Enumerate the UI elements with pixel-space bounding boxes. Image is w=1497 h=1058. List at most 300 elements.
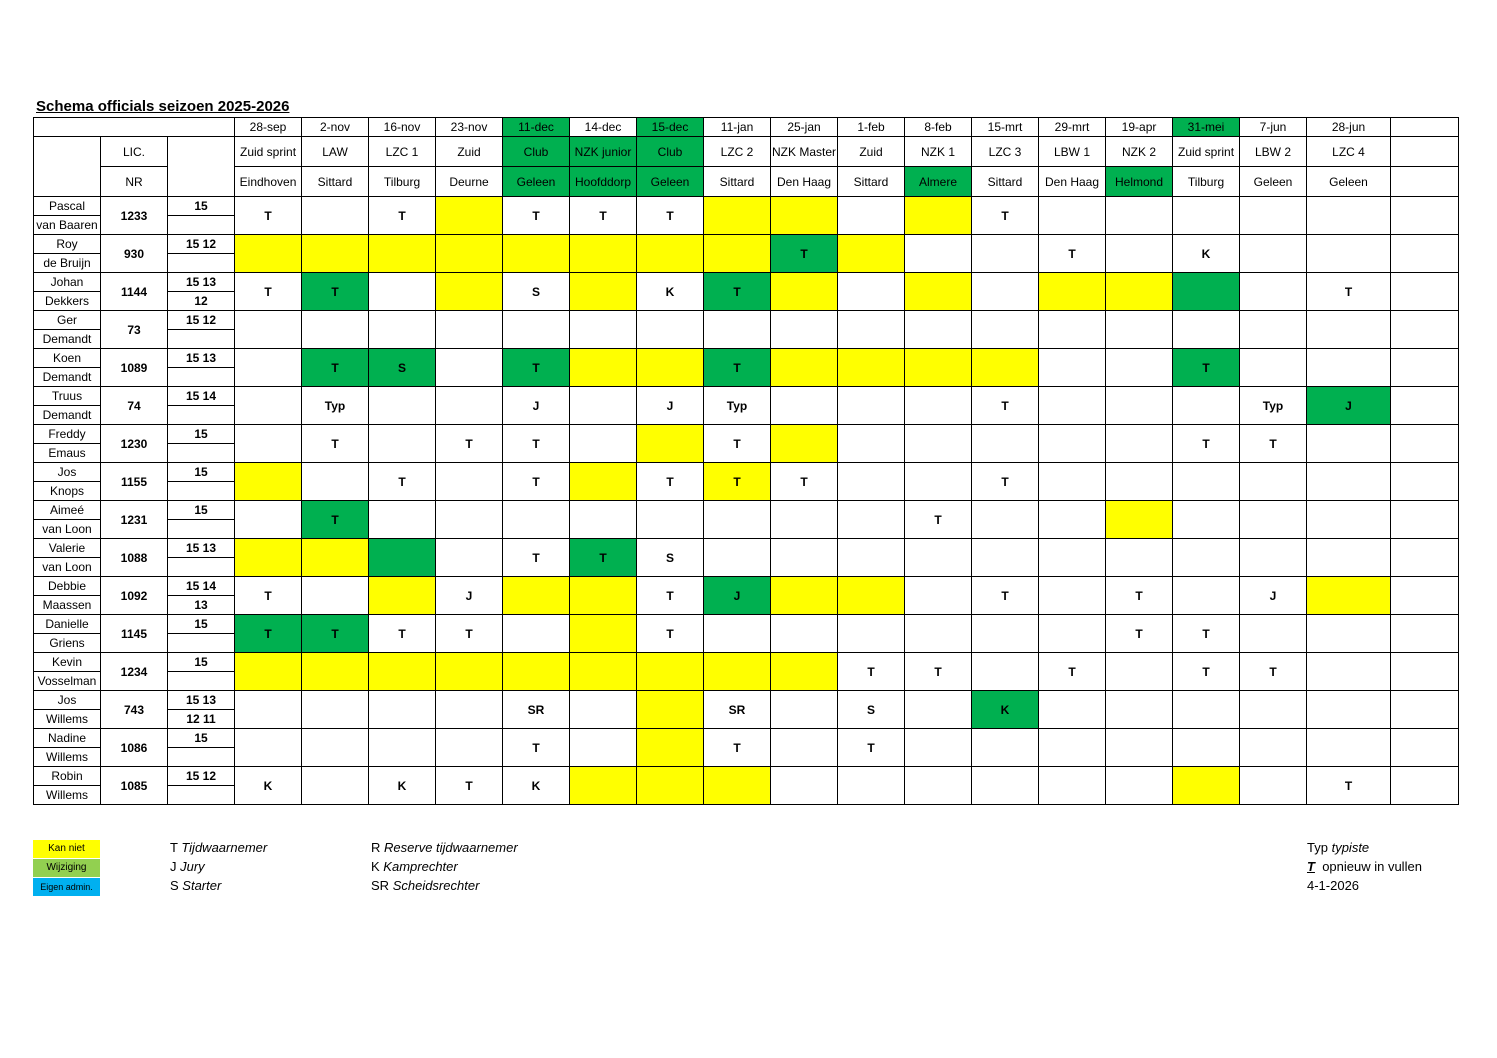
assignment-cell[interactable] <box>637 767 704 805</box>
assignment-cell[interactable] <box>235 349 302 387</box>
assignment-cell[interactable] <box>1173 539 1240 577</box>
assignment-cell[interactable]: T <box>503 197 570 235</box>
assignment-cell[interactable]: T <box>972 197 1039 235</box>
assignment-cell[interactable] <box>302 197 369 235</box>
assignment-cell[interactable]: J <box>436 577 503 615</box>
assignment-cell[interactable]: T <box>905 653 972 691</box>
assignment-cell[interactable] <box>503 311 570 349</box>
assignment-cell[interactable] <box>771 197 838 235</box>
assignment-cell[interactable]: K <box>235 767 302 805</box>
assignment-cell[interactable] <box>905 539 972 577</box>
assignment-cell[interactable] <box>972 235 1039 273</box>
assignment-cell[interactable] <box>369 539 436 577</box>
assignment-cell[interactable] <box>302 235 369 273</box>
assignment-cell[interactable] <box>1240 691 1307 729</box>
assignment-cell[interactable]: J <box>637 387 704 425</box>
official-first-name: Jos <box>34 463 101 482</box>
assignment-cell[interactable] <box>302 463 369 501</box>
assignment-cell[interactable] <box>905 615 972 653</box>
assignment-cell[interactable] <box>771 273 838 311</box>
assignment-cell[interactable] <box>235 235 302 273</box>
assignment-cell[interactable] <box>838 387 905 425</box>
assignment-cell[interactable]: T <box>436 615 503 653</box>
assignment-cell[interactable] <box>771 387 838 425</box>
assignment-cell[interactable] <box>369 577 436 615</box>
assignment-cell[interactable] <box>1307 615 1391 653</box>
assignment-cell[interactable] <box>1039 273 1106 311</box>
assignment-cell[interactable] <box>1391 729 1459 767</box>
assignment-cell[interactable]: T <box>972 463 1039 501</box>
assignment-cell[interactable] <box>570 425 637 463</box>
assignment-cell[interactable] <box>905 767 972 805</box>
assignment-cell[interactable] <box>302 577 369 615</box>
assignment-cell[interactable]: T <box>905 501 972 539</box>
assignment-cell[interactable] <box>1240 273 1307 311</box>
assignment-cell[interactable]: J <box>1307 387 1391 425</box>
assignment-cell[interactable] <box>570 653 637 691</box>
assignment-cell[interactable] <box>1240 311 1307 349</box>
assignment-cell[interactable] <box>1391 197 1459 235</box>
assignment-cell[interactable] <box>704 311 771 349</box>
assignment-cell[interactable] <box>905 463 972 501</box>
assignment-cell[interactable] <box>235 387 302 425</box>
assignment-cell[interactable] <box>704 501 771 539</box>
assignment-cell[interactable] <box>905 197 972 235</box>
assignment-cell[interactable] <box>1307 349 1391 387</box>
assignment-cell[interactable]: T <box>1173 349 1240 387</box>
assignment-cell[interactable] <box>1307 577 1391 615</box>
assignment-cell[interactable]: T <box>302 501 369 539</box>
assignment-cell[interactable] <box>369 691 436 729</box>
assignment-cell[interactable] <box>838 767 905 805</box>
assignment-cell[interactable] <box>1240 349 1307 387</box>
assignment-cell[interactable] <box>1307 311 1391 349</box>
assignment-cell[interactable] <box>503 615 570 653</box>
assignment-cell[interactable]: T <box>704 349 771 387</box>
assignment-cell[interactable]: T <box>503 539 570 577</box>
assignment-cell[interactable] <box>1173 691 1240 729</box>
assignment-cell[interactable]: T <box>436 425 503 463</box>
assignment-cell[interactable] <box>905 349 972 387</box>
official-programme: 15 <box>168 653 235 672</box>
assignment-cell[interactable] <box>570 615 637 653</box>
assignment-cell[interactable]: T <box>570 539 637 577</box>
assignment-cell[interactable] <box>1391 425 1459 463</box>
assignment-cell[interactable]: T <box>1240 425 1307 463</box>
assignment-cell[interactable]: T <box>1173 425 1240 463</box>
official-license: 1092 <box>101 577 168 615</box>
assignment-cell[interactable] <box>637 425 704 463</box>
assignment-cell[interactable]: T <box>704 425 771 463</box>
assignment-cell[interactable] <box>1307 425 1391 463</box>
assignment-cell[interactable] <box>1039 349 1106 387</box>
assignment-cell[interactable]: T <box>503 425 570 463</box>
assignment-cell[interactable]: T <box>302 273 369 311</box>
assignment-cell[interactable]: T <box>503 463 570 501</box>
assignment-cell[interactable] <box>1173 273 1240 311</box>
assignment-cell[interactable] <box>972 311 1039 349</box>
assignment-cell[interactable]: T <box>972 577 1039 615</box>
assignment-cell[interactable] <box>704 767 771 805</box>
assignment-cell[interactable] <box>838 463 905 501</box>
assignment-cell[interactable]: T <box>503 349 570 387</box>
assignment-cell[interactable]: K <box>369 767 436 805</box>
assignment-cell[interactable] <box>637 349 704 387</box>
assignment-cell[interactable]: T <box>302 425 369 463</box>
assignment-cell[interactable]: T <box>704 463 771 501</box>
assignment-cell[interactable]: T <box>838 653 905 691</box>
assignment-cell[interactable] <box>905 729 972 767</box>
assignment-cell[interactable] <box>771 653 838 691</box>
assignment-cell[interactable] <box>235 463 302 501</box>
assignment-cell[interactable] <box>1307 501 1391 539</box>
official-last-name: Dekkers <box>34 292 101 311</box>
assignment-cell[interactable]: T <box>1173 653 1240 691</box>
assignment-cell[interactable]: T <box>838 729 905 767</box>
assignment-cell[interactable] <box>570 349 637 387</box>
assignment-cell[interactable] <box>235 311 302 349</box>
assignment-cell[interactable] <box>771 539 838 577</box>
assignment-cell[interactable] <box>1039 311 1106 349</box>
assignment-cell[interactable]: T <box>369 615 436 653</box>
assignment-cell[interactable] <box>503 235 570 273</box>
assignment-cell[interactable] <box>1106 349 1173 387</box>
assignment-cell[interactable] <box>1106 501 1173 539</box>
assignment-cell[interactable] <box>1240 615 1307 653</box>
assignment-cell[interactable] <box>436 691 503 729</box>
assignment-cell[interactable] <box>1039 387 1106 425</box>
assignment-cell[interactable] <box>972 729 1039 767</box>
header-lic-label: LIC. <box>101 137 168 167</box>
assignment-cell[interactable] <box>1173 463 1240 501</box>
assignment-cell[interactable] <box>637 501 704 539</box>
assignment-cell[interactable] <box>1106 273 1173 311</box>
assignment-cell[interactable] <box>570 235 637 273</box>
assignment-cell[interactable] <box>436 501 503 539</box>
assignment-cell[interactable] <box>1240 539 1307 577</box>
assignment-cell[interactable]: T <box>1039 235 1106 273</box>
assignment-cell[interactable] <box>235 501 302 539</box>
assignment-cell[interactable] <box>972 273 1039 311</box>
assignment-cell[interactable] <box>972 501 1039 539</box>
assignment-cell[interactable] <box>1173 729 1240 767</box>
assignment-cell[interactable]: T <box>436 767 503 805</box>
assignment-cell[interactable] <box>570 577 637 615</box>
assignment-cell[interactable] <box>838 349 905 387</box>
assignment-cell[interactable] <box>1106 387 1173 425</box>
assignment-cell[interactable] <box>570 501 637 539</box>
assignment-cell[interactable] <box>1039 539 1106 577</box>
assignment-cell[interactable] <box>369 387 436 425</box>
assignment-cell[interactable]: T <box>637 197 704 235</box>
assignment-cell[interactable] <box>771 311 838 349</box>
assignment-cell[interactable] <box>1240 501 1307 539</box>
assignment-cell[interactable] <box>1106 197 1173 235</box>
assignment-cell[interactable] <box>1391 691 1459 729</box>
assignment-cell[interactable] <box>503 653 570 691</box>
assignment-cell[interactable]: T <box>302 349 369 387</box>
assignment-cell[interactable] <box>905 311 972 349</box>
assignment-cell[interactable]: T <box>302 615 369 653</box>
assignment-cell[interactable]: T <box>771 463 838 501</box>
assignment-cell[interactable] <box>503 501 570 539</box>
assignment-cell[interactable] <box>1391 767 1459 805</box>
assignment-cell[interactable] <box>1106 425 1173 463</box>
assignment-cell[interactable] <box>436 653 503 691</box>
assignment-cell[interactable] <box>570 463 637 501</box>
assignment-cell[interactable] <box>771 577 838 615</box>
assignment-cell[interactable] <box>1240 729 1307 767</box>
assignment-cell[interactable] <box>637 311 704 349</box>
assignment-cell[interactable]: T <box>637 615 704 653</box>
assignment-cell[interactable]: J <box>704 577 771 615</box>
assignment-cell[interactable] <box>1240 463 1307 501</box>
assignment-cell[interactable] <box>235 729 302 767</box>
assignment-cell[interactable] <box>302 767 369 805</box>
assignment-cell[interactable] <box>570 273 637 311</box>
assignment-cell[interactable] <box>704 539 771 577</box>
assignment-cell[interactable] <box>436 539 503 577</box>
assignment-cell[interactable] <box>972 425 1039 463</box>
assignment-cell[interactable] <box>503 577 570 615</box>
assignment-cell[interactable] <box>1039 615 1106 653</box>
assignment-cell[interactable]: T <box>570 197 637 235</box>
assignment-cell[interactable] <box>1039 425 1106 463</box>
assignment-cell[interactable] <box>1307 539 1391 577</box>
assignment-cell[interactable]: Typ <box>704 387 771 425</box>
official-programme-2 <box>168 330 235 349</box>
assignment-cell[interactable]: K <box>1173 235 1240 273</box>
assignment-cell[interactable] <box>771 729 838 767</box>
assignment-cell[interactable] <box>1307 197 1391 235</box>
assignment-cell[interactable]: T <box>1173 615 1240 653</box>
assignment-cell[interactable] <box>369 653 436 691</box>
assignment-cell[interactable] <box>235 691 302 729</box>
assignment-cell[interactable]: Typ <box>302 387 369 425</box>
assignment-cell[interactable] <box>1307 235 1391 273</box>
assignment-cell[interactable] <box>436 273 503 311</box>
assignment-cell[interactable] <box>235 425 302 463</box>
assignment-cell[interactable]: T <box>235 615 302 653</box>
assignment-cell[interactable] <box>1106 691 1173 729</box>
assignment-cell[interactable] <box>838 615 905 653</box>
assignment-cell[interactable] <box>972 767 1039 805</box>
assignment-cell[interactable] <box>1240 767 1307 805</box>
assignment-cell[interactable] <box>1307 729 1391 767</box>
assignment-cell[interactable] <box>1307 463 1391 501</box>
assignment-cell[interactable] <box>1039 577 1106 615</box>
legend-code-k: K Kamprechter <box>371 859 458 874</box>
assignment-cell[interactable] <box>1391 235 1459 273</box>
assignment-cell[interactable] <box>1106 311 1173 349</box>
assignment-cell[interactable] <box>905 425 972 463</box>
assignment-cell[interactable] <box>1391 577 1459 615</box>
assignment-cell[interactable]: T <box>369 197 436 235</box>
assignment-cell[interactable] <box>1391 387 1459 425</box>
assignment-cell[interactable] <box>369 729 436 767</box>
assignment-cell[interactable] <box>302 729 369 767</box>
assignment-cell[interactable] <box>771 615 838 653</box>
assignment-cell[interactable] <box>436 235 503 273</box>
assignment-cell[interactable] <box>235 653 302 691</box>
assignment-cell[interactable] <box>369 425 436 463</box>
assignment-cell[interactable] <box>570 767 637 805</box>
assignment-cell[interactable] <box>1039 197 1106 235</box>
assignment-cell[interactable]: T <box>637 577 704 615</box>
assignment-cell[interactable] <box>369 235 436 273</box>
assignment-cell[interactable]: T <box>369 463 436 501</box>
assignment-cell[interactable] <box>637 729 704 767</box>
assignment-cell[interactable] <box>369 311 436 349</box>
assignment-cell[interactable] <box>704 615 771 653</box>
assignment-cell[interactable] <box>436 311 503 349</box>
assignment-cell[interactable] <box>838 197 905 235</box>
assignment-cell[interactable]: T <box>1106 615 1173 653</box>
assignment-cell[interactable] <box>838 539 905 577</box>
assignment-cell[interactable] <box>1391 501 1459 539</box>
assignment-cell[interactable]: T <box>637 463 704 501</box>
assignment-cell[interactable]: T <box>1240 653 1307 691</box>
assignment-cell[interactable]: J <box>1240 577 1307 615</box>
assignment-cell[interactable] <box>1039 463 1106 501</box>
assignment-cell[interactable]: T <box>235 577 302 615</box>
assignment-cell[interactable] <box>704 235 771 273</box>
assignment-cell[interactable] <box>905 387 972 425</box>
assignment-cell[interactable] <box>1391 615 1459 653</box>
assignment-cell[interactable] <box>1173 311 1240 349</box>
assignment-cell[interactable] <box>1039 501 1106 539</box>
assignment-cell[interactable] <box>838 577 905 615</box>
assignment-cell[interactable]: T <box>235 197 302 235</box>
assignment-cell[interactable] <box>838 235 905 273</box>
assignment-cell[interactable] <box>1173 501 1240 539</box>
assignment-cell[interactable]: T <box>503 729 570 767</box>
assignment-cell[interactable] <box>637 691 704 729</box>
assignment-cell[interactable] <box>905 691 972 729</box>
assignment-cell[interactable] <box>302 539 369 577</box>
assignment-cell[interactable]: Typ <box>1240 387 1307 425</box>
assignment-cell[interactable] <box>1240 235 1307 273</box>
assignment-cell[interactable] <box>570 729 637 767</box>
assignment-cell[interactable]: T <box>704 729 771 767</box>
assignment-cell[interactable] <box>1240 197 1307 235</box>
assignment-cell[interactable] <box>1391 311 1459 349</box>
assignment-cell[interactable] <box>1391 273 1459 311</box>
assignment-cell[interactable] <box>369 273 436 311</box>
assignment-cell[interactable] <box>1039 729 1106 767</box>
assignment-cell[interactable]: S <box>637 539 704 577</box>
assignment-cell[interactable]: K <box>637 273 704 311</box>
assignment-cell[interactable] <box>369 501 436 539</box>
assignment-cell[interactable]: T <box>235 273 302 311</box>
assignment-cell[interactable] <box>704 653 771 691</box>
assignment-cell[interactable] <box>1391 539 1459 577</box>
official-license: 930 <box>101 235 168 273</box>
assignment-cell[interactable] <box>436 197 503 235</box>
assignment-cell[interactable] <box>771 501 838 539</box>
assignment-cell[interactable] <box>838 273 905 311</box>
assignment-cell[interactable] <box>905 577 972 615</box>
assignment-cell[interactable] <box>1173 197 1240 235</box>
assignment-cell[interactable]: K <box>503 767 570 805</box>
assignment-cell[interactable]: T <box>972 387 1039 425</box>
assignment-cell[interactable] <box>1173 577 1240 615</box>
assignment-cell[interactable] <box>1039 691 1106 729</box>
assignment-cell[interactable]: S <box>369 349 436 387</box>
assignment-cell[interactable] <box>302 311 369 349</box>
assignment-cell[interactable] <box>838 425 905 463</box>
assignment-cell[interactable] <box>235 539 302 577</box>
assignment-cell[interactable] <box>1106 539 1173 577</box>
assignment-cell[interactable]: J <box>503 387 570 425</box>
assignment-cell[interactable] <box>1307 691 1391 729</box>
assignment-cell[interactable]: T <box>1307 767 1391 805</box>
assignment-cell[interactable]: T <box>771 235 838 273</box>
assignment-cell[interactable] <box>570 311 637 349</box>
assignment-cell[interactable]: T <box>1039 653 1106 691</box>
assignment-cell[interactable] <box>637 235 704 273</box>
assignment-cell[interactable] <box>972 653 1039 691</box>
assignment-cell[interactable] <box>302 691 369 729</box>
assignment-cell[interactable] <box>838 501 905 539</box>
assignment-cell[interactable] <box>905 273 972 311</box>
assignment-cell[interactable] <box>637 653 704 691</box>
assignment-cell[interactable] <box>1106 463 1173 501</box>
assignment-cell[interactable]: T <box>704 273 771 311</box>
assignment-cell[interactable]: T <box>1307 273 1391 311</box>
assignment-cell[interactable] <box>704 197 771 235</box>
assignment-cell[interactable] <box>771 349 838 387</box>
assignment-cell[interactable]: S <box>838 691 905 729</box>
assignment-cell[interactable] <box>1106 235 1173 273</box>
assignment-cell[interactable]: S <box>503 273 570 311</box>
assignment-cell[interactable] <box>771 691 838 729</box>
assignment-cell[interactable] <box>771 767 838 805</box>
assignment-cell[interactable] <box>436 463 503 501</box>
assignment-cell[interactable]: T <box>1106 577 1173 615</box>
assignment-cell[interactable] <box>1173 767 1240 805</box>
assignment-cell[interactable] <box>838 311 905 349</box>
assignment-cell[interactable] <box>570 387 637 425</box>
assignment-cell[interactable] <box>302 653 369 691</box>
official-row <box>34 197 1459 216</box>
official-programme-2 <box>168 672 235 691</box>
assignment-cell[interactable] <box>436 349 503 387</box>
assignment-cell[interactable] <box>972 615 1039 653</box>
assignment-cell[interactable] <box>1391 349 1459 387</box>
assignment-cell[interactable] <box>972 349 1039 387</box>
assignment-cell[interactable] <box>436 729 503 767</box>
assignment-cell[interactable] <box>1039 767 1106 805</box>
assignment-cell[interactable] <box>1391 463 1459 501</box>
assignment-cell[interactable] <box>1106 653 1173 691</box>
assignment-cell[interactable]: K <box>972 691 1039 729</box>
assignment-cell[interactable] <box>1307 653 1391 691</box>
assignment-cell[interactable] <box>1173 387 1240 425</box>
assignment-cell[interactable]: SR <box>704 691 771 729</box>
assignment-cell[interactable] <box>570 691 637 729</box>
assignment-cell[interactable] <box>1106 767 1173 805</box>
assignment-cell[interactable] <box>436 387 503 425</box>
assignment-cell[interactable] <box>771 425 838 463</box>
official-last-name: van Loon <box>34 558 101 577</box>
assignment-cell[interactable] <box>1106 729 1173 767</box>
assignment-cell[interactable]: SR <box>503 691 570 729</box>
assignment-cell[interactable] <box>905 235 972 273</box>
assignment-cell[interactable] <box>972 539 1039 577</box>
official-first-name: Valerie <box>34 539 101 558</box>
assignment-cell[interactable] <box>1391 653 1459 691</box>
